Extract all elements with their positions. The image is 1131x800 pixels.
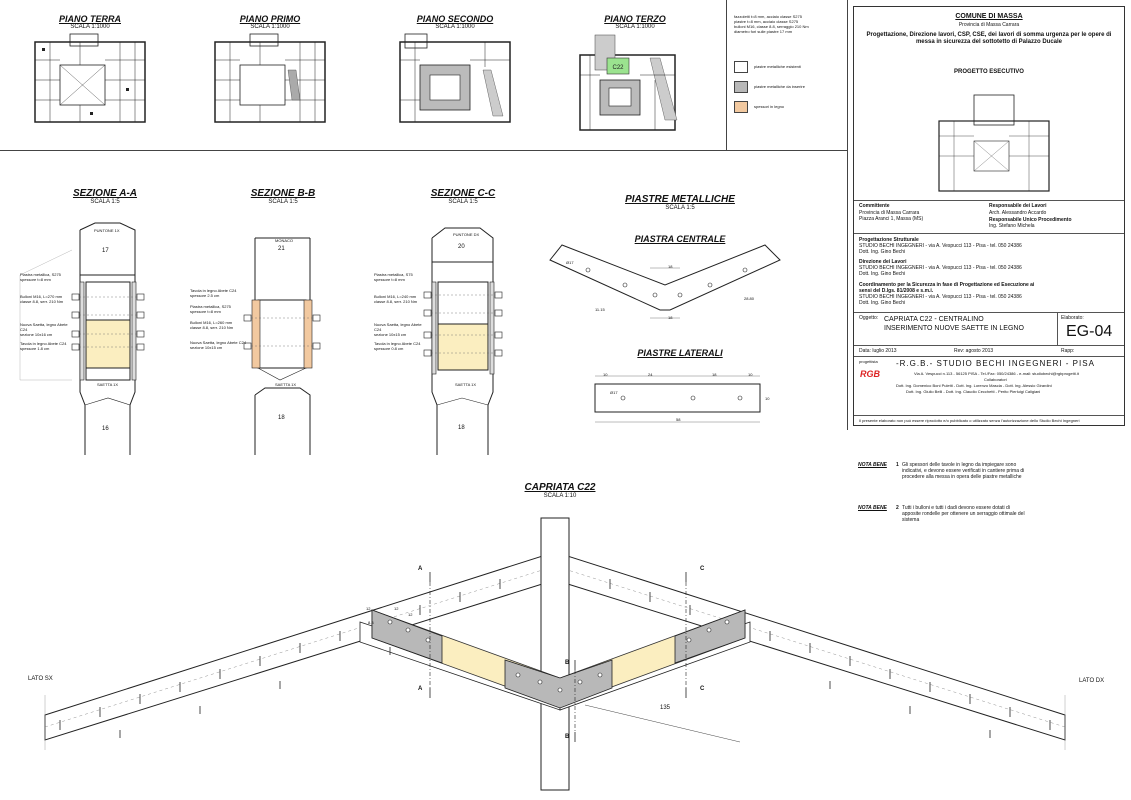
- legend-label: piastre metalliche da inserire: [754, 84, 805, 89]
- central-dim: 18: [668, 315, 673, 320]
- section-c-dim-top: 20: [458, 244, 465, 250]
- section-a-title: SEZIONE A-A: [72, 188, 138, 199]
- floor-title: PIANO PRIMO: [239, 14, 301, 24]
- coord-label: Coordinamento per la Sicurezza in fase di Progettazione ed Esecuzione ai sensi del D.lgs. 81/2008 e s.m.i.: [859, 282, 1035, 294]
- lateral-hole-label: Ø17: [610, 390, 618, 395]
- elaborato-code: EG-04: [1066, 323, 1113, 340]
- section-title: [238, 188, 328, 205]
- note-text: Gli spessori delle tavole in legno da impiegare sono indicativi, e devono essere verificati in cantiere prima di procedere alla messa in opera delle piastre metalliche: [902, 462, 1025, 480]
- lateral-dim: 10: [603, 372, 608, 377]
- central-plate-drawing: [540, 240, 800, 320]
- note-line: classe 8.8, serr. 210 Nm: [190, 325, 234, 330]
- lateral-dim: 10: [748, 372, 753, 377]
- floor-title: PIANO SECONDO: [416, 14, 494, 24]
- section-title: [60, 188, 150, 205]
- floor-scale: SCALA 1:1000: [615, 24, 655, 30]
- section-a-top-label: PUNTONE 1X: [94, 228, 120, 233]
- section-a-dim-bot: 16: [102, 426, 109, 432]
- section-b-notes: [190, 288, 250, 350]
- tb-divider: [854, 312, 1124, 313]
- tb-divider: [854, 415, 1124, 416]
- lateral-dim: 24: [648, 372, 653, 377]
- section-c-bot-label: SAETTA 1X: [455, 382, 477, 387]
- coord-studio: STUDIO BECHI INGEGNERI: [859, 294, 925, 300]
- floor-title: PIANO TERZO: [604, 14, 666, 24]
- spec-line: diametro fori sulle piastre 17 mm: [734, 29, 793, 34]
- note-line: Nuova Saetta, legno Abete C24: [20, 322, 68, 332]
- note-line: Tavola in legno Abete C24: [190, 288, 237, 293]
- elaborato-divider: [1057, 312, 1058, 345]
- note-line: Piastra metallica, S275: [20, 272, 61, 277]
- committente-label: Committente: [859, 203, 890, 209]
- section-b-title: SEZIONE B-B: [250, 188, 316, 199]
- section-c-scale: SCALA 1:5: [448, 199, 478, 205]
- central-dim: 28.80: [744, 296, 755, 301]
- legend-swatch: [734, 101, 748, 113]
- section-c-top-label: PUNTONE DX: [453, 232, 480, 237]
- resp-lavori: Arch. Alessandro Accardo: [989, 210, 1047, 216]
- section-title: [418, 188, 508, 205]
- legend-swatch: [734, 61, 748, 73]
- oggetto-line1: CAPRIATA C22 - CENTRALINO: [884, 316, 984, 323]
- prog-address: - via A. Vespucci 113 - Pisa - tel. 050 24386: [925, 243, 1022, 249]
- floor-plan: [565, 14, 705, 145]
- note-label: NOTA BENE: [858, 505, 887, 511]
- floor-plan-drawing: [385, 30, 525, 140]
- note-line: spessore 2.5 cm: [190, 293, 220, 298]
- section-a-notes: [20, 272, 74, 351]
- central-plate-title: PIASTRA CENTRALE: [634, 234, 726, 244]
- oggetto-line2: INSERIMENTO NUOVE SAETTE IN LEGNO: [884, 325, 1024, 332]
- floor-plan-drawing: [20, 30, 160, 140]
- studio-address: Via A. Vespucci n.113 - 56125 PISA - Tel./Fax: 050/24386 - e-mail: studiobechi@rgbprogetti.it: [914, 371, 1079, 376]
- section-b-dim-top: 21: [278, 246, 285, 252]
- floor-plan: [200, 14, 340, 145]
- prog-engineer: Dott. Ing. Gino Bechi: [859, 249, 906, 255]
- resp-lavori-label: Responsabile dei Lavori: [989, 203, 1047, 209]
- section-b-bot-label: SAETTA 1X: [275, 382, 297, 387]
- note-line: spessore 0.8 cm: [374, 346, 404, 351]
- note-line: Nuova Saetta, legno Abete C24: [190, 340, 247, 345]
- legend-label: piastre metalliche esistenti: [754, 64, 801, 69]
- floor-plan: [20, 14, 160, 145]
- comune: COMUNE DI MASSA: [955, 13, 1023, 20]
- prog-studio: STUDIO BECHI INGEGNERI: [859, 243, 925, 249]
- section-marker: B: [565, 734, 570, 740]
- truss-title: CAPRIATA C22: [524, 482, 596, 493]
- plates-scale: SCALA 1:5: [665, 205, 695, 211]
- note-number: 2: [896, 505, 899, 511]
- note-number: 1: [896, 462, 899, 468]
- floor-scale: SCALA 1:1000: [250, 24, 290, 30]
- truss-drawing: [0, 510, 1131, 800]
- oggetto-label: Oggetto:: [859, 315, 879, 321]
- section-c-title: SEZIONE C-C: [430, 188, 496, 199]
- legend-label: spessori in legno: [754, 104, 785, 109]
- note-line: classe 8.8, serr. 210 Nm: [20, 299, 64, 304]
- copyright-footer: Il presente elaborato non può essere riprodotto e/o pubblicato o utilizzato senza l'autorizzazione dello Studio Bechi Ingegneri: [859, 418, 1080, 423]
- plates-title: [620, 194, 740, 211]
- truss-main-dim: 135: [660, 705, 671, 711]
- section-b-scale: SCALA 1:5: [268, 199, 298, 205]
- note-line: Piastra metallica, S275: [190, 304, 231, 309]
- tb-divider: [854, 200, 1124, 201]
- note-line: spessore t=8 mm: [190, 309, 221, 314]
- dir-engineer: Dott. Ing. Gino Bechi: [859, 271, 906, 277]
- progettista-label: progettista: [859, 359, 878, 364]
- floor-plan-drawing: [200, 30, 340, 140]
- note-line: sezione 10x16 cm: [20, 332, 53, 337]
- frame-top-divider: [0, 150, 847, 151]
- data: Data: luglio 2013: [859, 348, 897, 354]
- note-line: Bulloni M16, L=270 mm: [20, 294, 63, 299]
- floor-scale: SCALA 1:1000: [70, 24, 110, 30]
- prog-label: Progettazione Strutturale: [859, 237, 919, 243]
- rgb-logo: RGB: [860, 369, 880, 379]
- collab-line1: Dott. Ing. Domenico Boni Puletti - Dott. Ing. Lorenzo Mascia - Dott. Ing. Alessio Girardini: [896, 383, 1052, 388]
- note-line: Tavola in legno Abete C24: [374, 341, 421, 346]
- truss-plate-dim: 8.3: [368, 620, 374, 625]
- truss-left-label: LATO SX: [28, 676, 53, 682]
- section-a-scale: SCALA 1:5: [90, 199, 120, 205]
- note-line: Bulloni M16, L=260 mm: [190, 320, 233, 325]
- central-hole-label: Ø17: [566, 260, 574, 265]
- frame-vertical-divider: [726, 0, 727, 150]
- spec-line: piastre t=8 mm, acciaio classe S275: [734, 19, 799, 24]
- note-line: spessore 1.8 cm: [20, 346, 50, 351]
- note-line: Bulloni M16, L=240 mm: [374, 294, 417, 299]
- committente: Provincia di Massa Carrara: [859, 210, 920, 216]
- tb-divider: [854, 356, 1124, 357]
- note-line: Piastra metallica, S75: [374, 272, 413, 277]
- truss-right-label: LATO DX: [1079, 678, 1105, 684]
- dir-label: Direzione dei Lavori: [859, 259, 907, 265]
- revision: Rev: agosto 2013: [954, 348, 994, 354]
- section-b-dim-bot: 18: [278, 415, 285, 421]
- coord-engineer: Dott. Ing. Gino Bechi: [859, 300, 906, 306]
- note-text: Tutti i bulloni e tutti i dadi devono essere dotati di apposite rondelle per ottenere un serraggio ottimale del sistema: [902, 505, 1025, 523]
- studio-name: -R.G.B.- STUDIO BECHI INGEGNERI - PISA: [896, 359, 1095, 368]
- elaborato-label: Elaborato:: [1061, 315, 1084, 321]
- floor-scale: SCALA 1:1000: [435, 24, 475, 30]
- section-marker: C: [700, 566, 705, 572]
- rup: Ing. Stefano Michela: [989, 223, 1035, 229]
- section-marker: A: [418, 686, 423, 692]
- section-b-top-label: MONACO: [275, 238, 293, 243]
- note-line: spessore t=8 mm: [374, 277, 405, 282]
- dir-studio: STUDIO BECHI INGEGNERI: [859, 265, 925, 271]
- floor-plan-drawing: [565, 30, 705, 140]
- section-c-notes: [374, 272, 430, 351]
- project-title: Progettazione, Direzione lavori, CSP, CSE, dei lavori di somma urgenza per le opere di messa in sicurezza del sottotetto di Palazzo Ducale: [866, 32, 1112, 45]
- coord-address: - via A. Vespucci 113 - Pisa - tel. 050 24386: [925, 294, 1022, 300]
- spec-line: fazzoletti t=8 mm, acciaio classe S275: [734, 14, 802, 19]
- note-label: NOTA BENE: [858, 462, 887, 468]
- floor-plans: [0, 0, 726, 150]
- dir-address: - via A. Vespucci 113 - Pisa - tel. 050 24386: [925, 265, 1022, 271]
- truss-plate-dim: 12: [366, 606, 371, 611]
- note-line: Tavola in legno Abete C24: [20, 341, 67, 346]
- note-line: classe 8.8, serr. 210 Nm: [374, 299, 418, 304]
- lateral-dim: 18: [712, 372, 717, 377]
- note-line: sezione 10x15 cm: [374, 332, 407, 337]
- note-line: sezione 10x15 cm: [190, 345, 223, 350]
- project-phase: PROGETTO ESECUTIVO: [954, 69, 1024, 75]
- note-line: spessore t=8 mm: [20, 277, 51, 282]
- spec-line: bulloni M16, classe 8.8, serraggio 210 Nm: [734, 24, 809, 29]
- provincia: Provincia di Massa Carrara: [958, 22, 1020, 28]
- lateral-dim: 10: [765, 396, 770, 401]
- tb-divider: [854, 345, 1124, 346]
- specs-panel: [734, 14, 842, 34]
- site-plan-thumbnail: [934, 91, 1054, 197]
- floor-plan: [385, 14, 525, 145]
- plates-heading: PIASTRE METALLICHE: [625, 194, 735, 205]
- section-a-bot-label: SAETTA 1X: [97, 382, 119, 387]
- central-dim: 11.15: [595, 307, 605, 312]
- truss-plate-dim: 12: [408, 612, 413, 617]
- section-marker: C: [700, 686, 705, 692]
- legend: [734, 58, 842, 118]
- tb-divider: [854, 233, 1124, 234]
- lateral-dim: 58: [676, 417, 681, 422]
- truss-title-block: [510, 482, 610, 499]
- svg-text:C22: C22: [612, 65, 624, 71]
- truss-scale: SCALA 1:10: [543, 493, 577, 499]
- central-dim: 18: [668, 264, 673, 269]
- collab-label: Collaboratori: [984, 377, 1007, 382]
- rup-label: Responsabile Unico Procedimento: [989, 217, 1072, 223]
- frame-title-divider: [847, 0, 848, 430]
- section-marker: A: [418, 566, 423, 572]
- floor-title: PIANO TERRA: [58, 14, 121, 24]
- collab-line2: Dott. Ing. Giulio Belli - Dott. Ing. Claudio Cecchetti - Perito Pierluigi Caligiani: [906, 389, 1041, 394]
- truss-plate-dim: 12: [394, 606, 399, 611]
- rapp: Rapp:: [1061, 348, 1075, 354]
- section-c-dim-bot: 18: [458, 425, 465, 431]
- section-marker: B: [565, 660, 570, 666]
- committente-address: Piazza Aranci 1, Massa (MS): [859, 216, 924, 222]
- title-block: [853, 6, 1125, 426]
- note-line: Nuova Saetta, legno Abete C24: [374, 322, 422, 332]
- legend-swatch: [734, 81, 748, 93]
- lateral-plate-title: PIASTRE LATERALI: [637, 348, 723, 358]
- section-a-dim-top: 17: [102, 248, 109, 254]
